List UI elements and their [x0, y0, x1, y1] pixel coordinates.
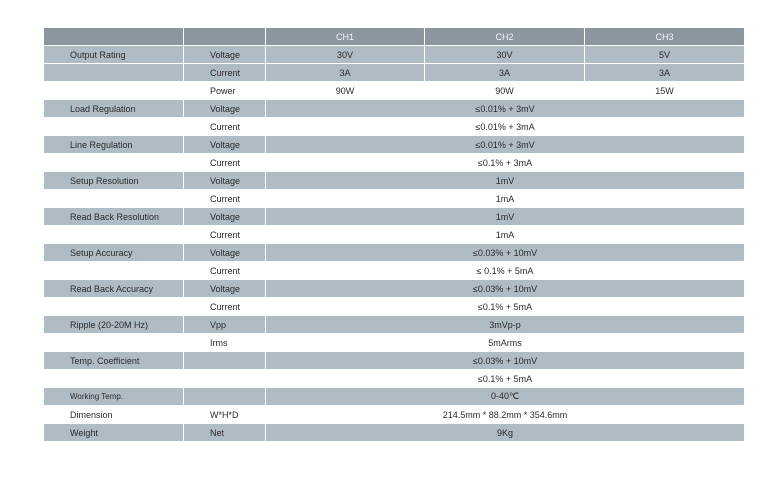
- sub-label: [184, 388, 266, 406]
- value-cell-ch1: 3A: [266, 64, 425, 82]
- value-cell: ≤0.01% + 3mV: [266, 100, 745, 118]
- value-cell: ≤ 0.1% + 5mA: [266, 262, 745, 280]
- value-cell: ≤0.03% + 10mV: [266, 244, 745, 262]
- param-label: Dimension: [44, 406, 184, 424]
- param-label: [44, 118, 184, 136]
- table-row: [44, 370, 745, 388]
- param-label: Setup Accuracy: [44, 244, 184, 262]
- value-cell: 5mArms: [266, 334, 745, 352]
- param-label: [44, 154, 184, 172]
- table-row: [44, 136, 745, 154]
- channel-header-ch1: CH1: [266, 28, 425, 46]
- table-row: [44, 352, 745, 370]
- spec-table: [43, 27, 745, 442]
- table-row: [44, 208, 745, 226]
- value-cell: 214.5mm * 88.2mm * 354.6mm: [266, 406, 745, 424]
- table-row: [44, 406, 745, 424]
- header-blank-cell: [184, 28, 266, 46]
- param-label: Setup Resolution: [44, 172, 184, 190]
- header-blank-cell: [44, 28, 184, 46]
- param-label: [44, 82, 184, 100]
- param-label: Weight: [44, 424, 184, 442]
- param-label: Load Regulation: [44, 100, 184, 118]
- table-row: [44, 244, 745, 262]
- value-cell: ≤0.01% + 3mA: [266, 118, 745, 136]
- param-label: [44, 298, 184, 316]
- value-cell: 9Kg: [266, 424, 745, 442]
- value-cell-ch2: 30V: [425, 46, 585, 64]
- param-label: [44, 262, 184, 280]
- sub-label: Current: [184, 154, 266, 172]
- param-label: [44, 334, 184, 352]
- value-cell: ≤0.01% + 3mV: [266, 136, 745, 154]
- sub-label: Current: [184, 64, 266, 82]
- sub-label: Voltage: [184, 136, 266, 154]
- value-cell: 3mVp-p: [266, 316, 745, 334]
- table-row: [44, 388, 745, 406]
- table-row: [44, 424, 745, 442]
- param-label: Ripple (20-20M Hz): [44, 316, 184, 334]
- value-cell-ch1: 90W: [266, 82, 425, 100]
- table-row: [44, 46, 745, 64]
- sub-label: Current: [184, 262, 266, 280]
- param-label: Temp. Coefficient: [44, 352, 184, 370]
- value-cell-ch2: 3A: [425, 64, 585, 82]
- sub-label: Irms: [184, 334, 266, 352]
- param-label: Line Regulation: [44, 136, 184, 154]
- sub-label: Voltage: [184, 100, 266, 118]
- sub-label: Current: [184, 226, 266, 244]
- value-cell: 1mA: [266, 190, 745, 208]
- param-label: [44, 370, 184, 388]
- value-cell: 0-40℃: [266, 388, 745, 406]
- sub-label: Power: [184, 82, 266, 100]
- value-cell: ≤0.1% + 5mA: [266, 298, 745, 316]
- table-row: [44, 82, 745, 100]
- table-row: [44, 190, 745, 208]
- sub-label: W*H*D: [184, 406, 266, 424]
- table-row: [44, 298, 745, 316]
- header-row: [44, 28, 745, 46]
- value-cell-ch3: 5V: [585, 46, 745, 64]
- sub-label: Net: [184, 424, 266, 442]
- value-cell: 1mV: [266, 208, 745, 226]
- value-cell: ≤0.1% + 5mA: [266, 370, 745, 388]
- table-row: [44, 316, 745, 334]
- param-label: Working Temp.: [44, 388, 184, 406]
- table-row: [44, 334, 745, 352]
- table-row: [44, 154, 745, 172]
- value-cell-ch2: 90W: [425, 82, 585, 100]
- table-row: [44, 226, 745, 244]
- param-label: Output Rating: [44, 46, 184, 64]
- sub-label: Current: [184, 190, 266, 208]
- channel-header-ch3: CH3: [585, 28, 745, 46]
- sub-label: [184, 370, 266, 388]
- value-cell: 1mA: [266, 226, 745, 244]
- param-label: Read Back Accuracy: [44, 280, 184, 298]
- channel-header-ch2: CH2: [425, 28, 585, 46]
- param-label: [44, 64, 184, 82]
- sub-label: Voltage: [184, 172, 266, 190]
- param-label: Read Back Resolution: [44, 208, 184, 226]
- value-cell: ≤0.03% + 10mV: [266, 352, 745, 370]
- sub-label: Voltage: [184, 244, 266, 262]
- sub-label: Current: [184, 118, 266, 136]
- table-row: [44, 100, 745, 118]
- sub-label: Voltage: [184, 208, 266, 226]
- sub-label: Voltage: [184, 46, 266, 64]
- table-row: [44, 262, 745, 280]
- value-cell-ch1: 30V: [266, 46, 425, 64]
- table-row: [44, 118, 745, 136]
- table-row: [44, 280, 745, 298]
- sub-label: Current: [184, 298, 266, 316]
- value-cell: ≤0.1% + 3mA: [266, 154, 745, 172]
- value-cell: 1mV: [266, 172, 745, 190]
- sub-label: Vpp: [184, 316, 266, 334]
- table-row: [44, 172, 745, 190]
- param-label: [44, 226, 184, 244]
- value-cell-ch3: 15W: [585, 82, 745, 100]
- sub-label: [184, 352, 266, 370]
- value-cell-ch3: 3A: [585, 64, 745, 82]
- sub-label: Voltage: [184, 280, 266, 298]
- table-row: [44, 64, 745, 82]
- param-label: [44, 190, 184, 208]
- value-cell: ≤0.03% + 10mV: [266, 280, 745, 298]
